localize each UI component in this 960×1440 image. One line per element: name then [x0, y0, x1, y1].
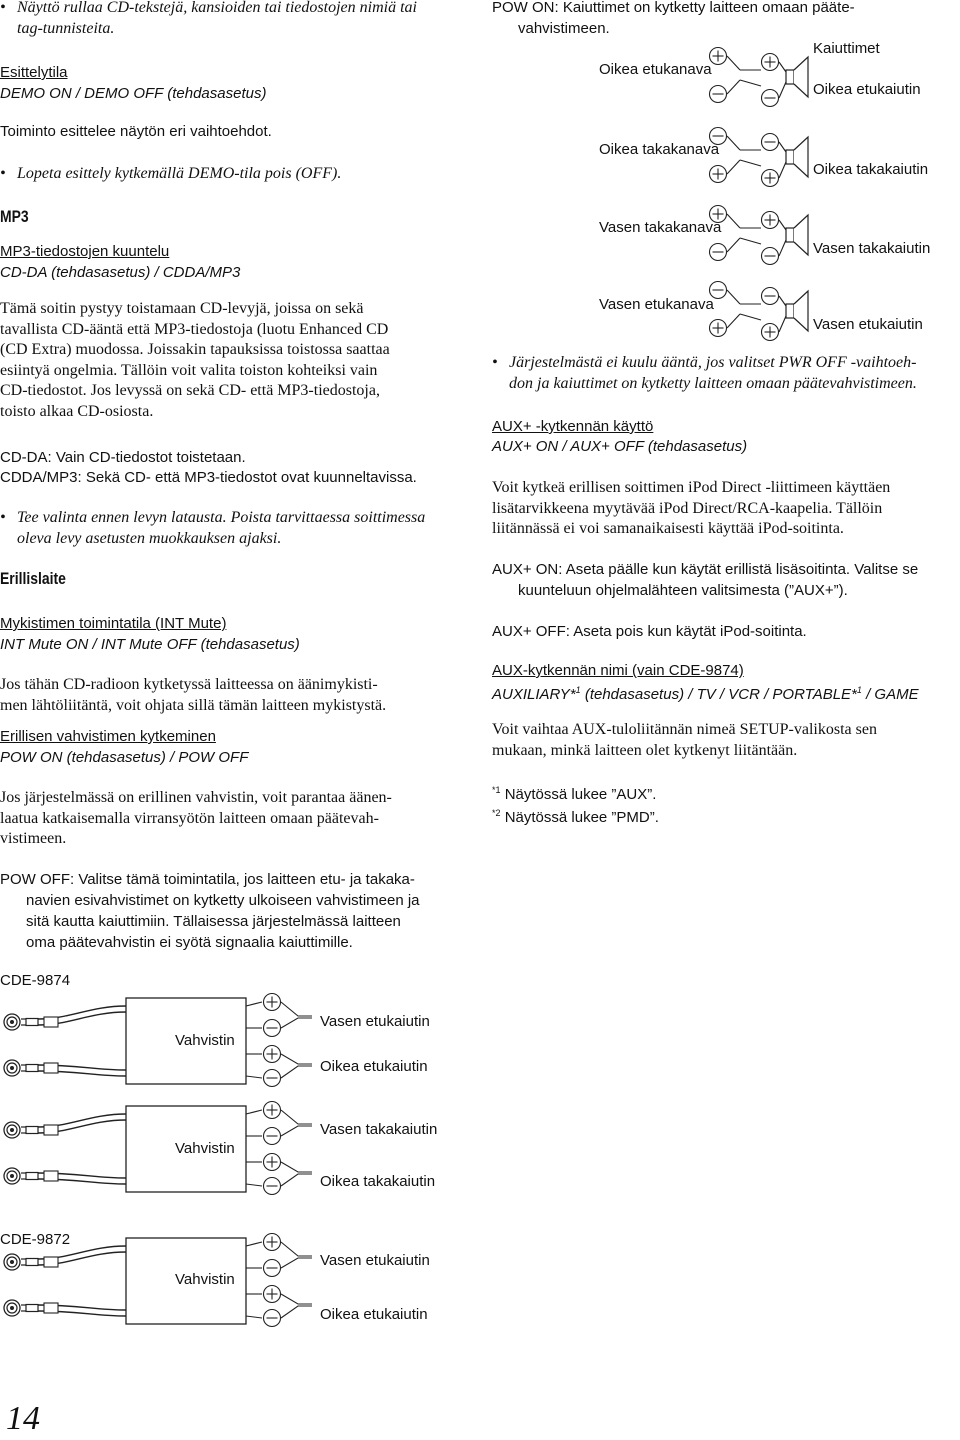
speakers-title: Kaiuttimet: [813, 40, 880, 57]
text-line: oleva levy asetusten muokkauksen ajaksi.: [17, 529, 282, 547]
auxname-sub-b: (tehdasasetus) / TV / VCR / PORTABLE*: [580, 686, 857, 703]
speaker-label-front-left: Vasen etukaiutin: [320, 1013, 430, 1030]
text-line: laatua katkaisemalla virransyötön laitteen omaan päätevah-: [0, 809, 379, 827]
cdda-line-2: CDDA/MP3: Sekä CD- että MP3-tiedostot ovat kuunneltavissa.: [0, 469, 417, 486]
amp-subtitle: POW ON (tehdasasetus) / POW OFF: [0, 749, 249, 766]
speaker-front-right: Oikea etukaiutin: [813, 81, 921, 98]
amp-label-1: Vahvistin: [175, 1032, 235, 1049]
mute-body: [0, 675, 478, 716]
text-line: (CD Extra) muodossa. Joissakin tapauksissa toistossa saattaa: [0, 341, 390, 358]
mp3-body: [0, 299, 478, 422]
superscript: 1: [856, 685, 862, 695]
text-line: vistimeen.: [0, 830, 67, 847]
text-line: navien esivahvistimet on kytketty ulkoiseen vahvistimeen ja: [26, 892, 420, 909]
text-line: POW OFF: Valitse tämä toimintatila, jos laitteen etu- ja takaka-: [0, 871, 415, 888]
auxname-subtitle: [492, 680, 919, 705]
speaker-label-front-right-2: Oikea etukaiutin: [320, 1306, 428, 1323]
aux-on-text: [492, 559, 960, 601]
auxname-sub-a: AUXILIARY*: [492, 686, 576, 703]
auxname-sub-c: / GAME: [861, 686, 919, 703]
auxname-body: [492, 720, 960, 761]
footnote-text: Näytössä lukee ”AUX”.: [500, 786, 657, 803]
speaker-label-rear-right: Oikea takakaiutin: [320, 1173, 436, 1190]
demo-body: Toiminto esittelee näytön eri vaihtoehdot.: [0, 123, 272, 140]
superscript: 1: [575, 685, 581, 695]
amp-body: [0, 788, 478, 850]
text-line: Jos tähän CD-radioon kytketyssä laitteessa on äänimykisti-: [0, 676, 378, 693]
speaker-front-left: Vasen etukaiutin: [813, 316, 923, 333]
text-line: Voit kytkeä erillisen soittimen iPod Direct -liittimeen käyttäen: [492, 479, 891, 496]
amp-label-3: Vahvistin: [175, 1271, 235, 1288]
cdda-line-1: CD-DA: Vain CD-tiedostot toistetaan.: [0, 449, 246, 466]
mp3-title: MP3-tiedostojen kuuntelu: [0, 243, 170, 260]
demo-title: Esittelytila: [0, 64, 68, 81]
external-device-heading: Erillislaite: [0, 569, 66, 588]
aux-subtitle: AUX+ ON / AUX+ OFF (tehdasasetus): [492, 438, 748, 455]
text-line: esiintyä ongelmia. Tällöin voit valita toiston kohteiksi vain: [0, 361, 378, 379]
footnote-text: Näytössä lukee ”PMD”.: [500, 809, 659, 826]
bullet-dot: •: [492, 354, 498, 371]
text-line: lisätarvikkeena myytävää iPod Direct/RCA-kaapelia. Tällöin: [492, 499, 883, 517]
mute-title: Mykistimen toimintatila (INT Mute): [0, 615, 227, 632]
page-number: 14: [6, 1400, 40, 1437]
powon-text: [492, 0, 960, 39]
text-line: oma päätevahvistin ei syötä signaalia kaiuttimille.: [26, 934, 353, 951]
aux-title: AUX+ -kytkennän käyttö: [492, 418, 654, 435]
speaker-label-front-right: Oikea etukaiutin: [320, 1058, 428, 1075]
model-cde9872: CDE-9872: [0, 1231, 71, 1248]
bullet-dot: •: [0, 0, 6, 16]
mute-subtitle: INT Mute ON / INT Mute OFF (tehdasasetus): [0, 636, 300, 653]
mp3-heading: MP3: [0, 207, 29, 226]
amp-label-2: Vahvistin: [175, 1140, 235, 1157]
footnote-num: 2: [495, 808, 501, 818]
text-line: CD-tiedostot. Jos levyssä on sekä CD- että MP3-tiedostoja,: [0, 382, 380, 399]
text-line: toisto alkaa CD-osiosta.: [0, 402, 154, 420]
text-line: AUX+ ON: Aseta päälle kun käytät erillistä lisäsoitinta. Valitse se: [492, 561, 919, 578]
bullet-dot: •: [0, 165, 6, 182]
model-cde9874: CDE-9874: [0, 972, 71, 989]
aux-body: [492, 478, 960, 540]
text-line: Jos järjestelmässä on erillinen vahvistin, voit parantaa äänen-: [0, 789, 392, 806]
footnote-2: [492, 803, 659, 828]
speaker-rear-left: Vasen takakaiutin: [813, 240, 931, 257]
aux-off-text: AUX+ OFF: Aseta pois kun käytät iPod-soitinta.: [492, 623, 807, 640]
speaker-label-front-left-2: Vasen etukaiutin: [320, 1252, 430, 1269]
demo-subtitle: DEMO ON / DEMO OFF (tehdasasetus): [0, 85, 267, 102]
channel-rear-right: Oikea takakanava: [599, 141, 720, 158]
bullet-dot: •: [0, 509, 6, 526]
text-line: Näyttö rullaa CD-tekstejä, kansioiden tai tiedostojen nimiä tai: [17, 0, 417, 16]
channel-rear-left: Vasen takakanava: [599, 219, 722, 236]
text-line: mukaan, minkä laitteen olet kytkenyt liitäntään.: [492, 741, 798, 759]
amplifier-wiring-diagram: [0, 988, 478, 1348]
text-line: tag-tunnisteita.: [17, 19, 115, 37]
amp-title: Erillisen vahvistimen kytkeminen: [0, 728, 216, 745]
text-line: Järjestelmästä ei kuulu ääntä, jos valitset PWR OFF -vaihtoeh-: [509, 354, 917, 371]
text-line: POW ON: Kaiuttimet on kytketty laitteen omaan pääte-: [492, 0, 855, 16]
text-line: Tee valinta ennen levyn latausta. Poista tarvittaessa soittimessa: [17, 509, 426, 526]
text-line: Voit vaihtaa AUX-tuloliitännän nimeä SETUP-valikosta sen: [492, 721, 877, 738]
speaker-label-rear-left: Vasen takakaiutin: [320, 1121, 438, 1138]
speaker-wiring-diagram: [700, 42, 810, 342]
text-line: Lopeta esittely kytkemällä DEMO-tila pois (OFF).: [17, 165, 342, 182]
text-line: men lähtöliitäntä, voit ohjata sillä tämän laitteen mykistystä.: [0, 696, 387, 714]
speaker-rear-right: Oikea takakaiutin: [813, 161, 929, 178]
text-line: sitä kautta kaiuttimiin. Tällaisessa järjestelmässä laitteen: [26, 913, 401, 930]
channel-front-right: Oikea etukanava: [599, 61, 712, 78]
footnote-mark: *: [492, 785, 496, 795]
auxname-title: AUX-kytkennän nimi (vain CDE-9874): [492, 662, 744, 679]
footnote-mark: *: [492, 808, 496, 818]
text-line: liitännässä ei voi samanaikaisesti käyttää iPod-soitinta.: [492, 520, 844, 537]
text-line: tavallista CD-ääntä että MP3-tiedostoja (luotu Enhanced CD: [0, 320, 389, 338]
footnote-num: 1: [495, 785, 501, 795]
text-line: don ja kaiuttimet on kytketty laitteen omaan päätevahvistimeen.: [509, 374, 917, 392]
footnote-1: [492, 780, 656, 805]
mp3-subtitle: CD-DA (tehdasasetus) / CDDA/MP3: [0, 264, 241, 281]
powoff-text: [0, 869, 478, 953]
text-line: vahvistimeen.: [518, 20, 610, 37]
text-line: kuunteluun ohjelmalähteen valitsimesta (”AUX+”).: [518, 582, 848, 599]
text-line: Tämä soitin pystyy toistamaan CD-levyjä, joissa on sekä: [0, 300, 364, 317]
channel-front-left: Vasen etukanava: [599, 296, 714, 313]
